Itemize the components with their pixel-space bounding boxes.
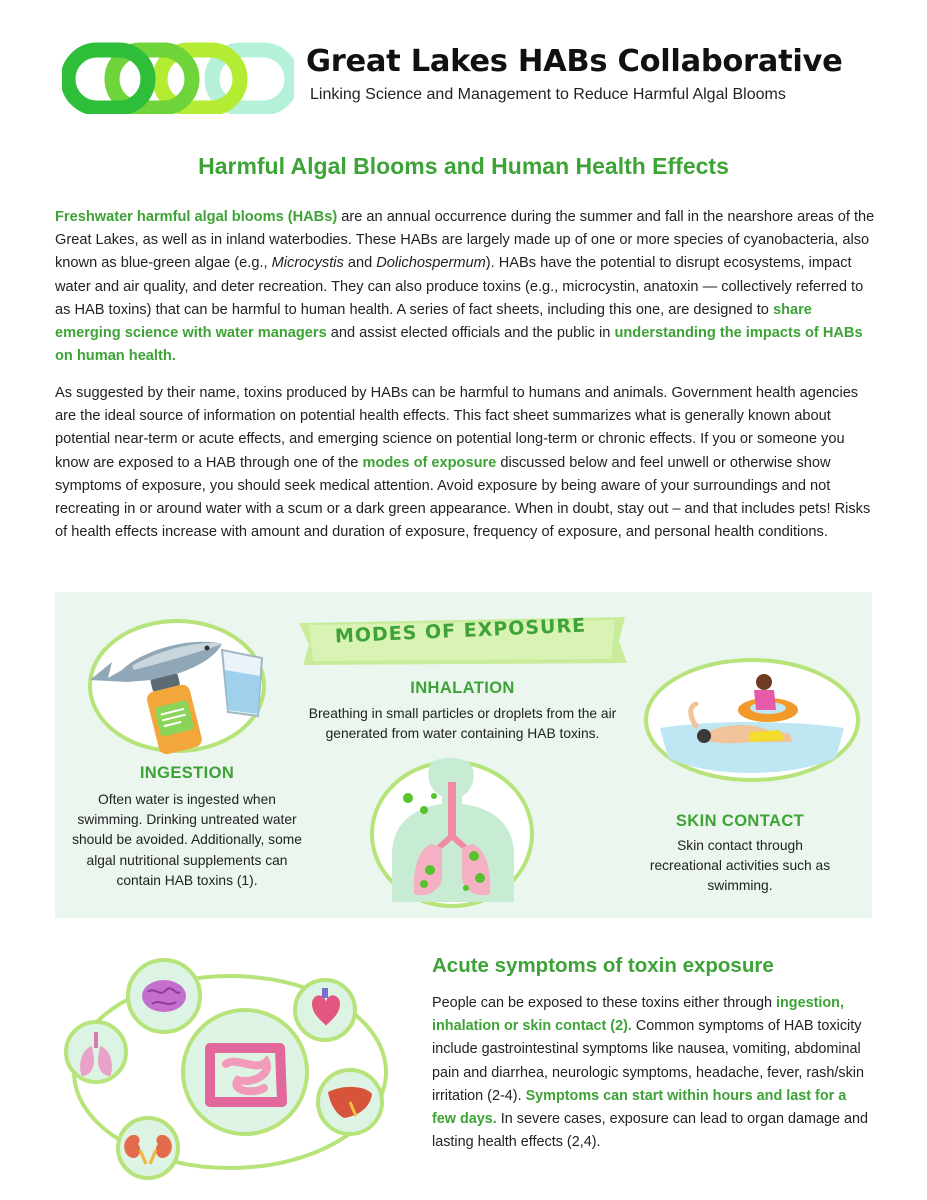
- glass-icon: [222, 650, 262, 716]
- health-text-2: discussed below and feel unwell or otherwise show symptoms of exposure, you should seek medical attention. Avoid exposure by being aware of your surroundings and not recreating in or around water with a scum or a dark green appearance. When in doubt, stay out – and that includes pets! Risks of health effects increase with amount and duration of exposure, frequency of exposure, and personal health conditions.: [55, 454, 871, 541]
- modes-link-text: modes of exposure: [362, 454, 497, 471]
- skin-contact-title: SKIN CONTACT: [675, 812, 805, 830]
- acute-text-1: People can be exposed to these toxins either through: [432, 995, 777, 1011]
- health-paragraph: [55, 382, 875, 544]
- org-name: Great Lakes HABs Collaborative: [306, 44, 843, 79]
- modes-banner-title: MODES OF EXPOSURE: [334, 614, 587, 648]
- org-tagline: Linking Science and Management to Reduce Harmful Algal Blooms: [310, 86, 786, 103]
- intro-text-1: are an annual occurrence during the summer and fall in the nearshore areas of the Great Lakes, as well as in inland waterbodies. These HABs are largely made up of one or more species of cyanobacteria, also known as blue-green algae (e.g.,: [55, 209, 875, 272]
- intro-paragraph: [55, 206, 875, 368]
- page-title: Harmful Algal Blooms and Human Health Effects: [198, 153, 729, 179]
- brain-icon: [142, 980, 186, 1012]
- intro-highlight-2: understanding the impacts of HABs on human health.: [55, 325, 863, 365]
- intro-text-3: and assist elected officials and the public in: [326, 325, 615, 342]
- swimming-illustration-icon: [640, 654, 868, 786]
- inhalation-text: Breathing in small particles or droplets from the air generated from water containing HAB toxins.: [308, 706, 617, 742]
- acute-symptoms-text: [432, 992, 872, 1154]
- organs-illustration-icon: [60, 952, 400, 1190]
- inhalation-title: INHALATION: [410, 679, 515, 697]
- species-microcystis: Microcystis: [271, 255, 344, 272]
- ingestion-illustration-icon: [72, 608, 282, 758]
- intro-lead: Freshwater harmful algal blooms (HABs): [55, 209, 338, 225]
- acute-highlight-1: ingestion, inhalation or skin contact (2).: [432, 995, 844, 1035]
- acute-highlight-2: Symptoms can start within hours and last for a few days.: [432, 1087, 847, 1128]
- ingestion-text: Often water is ingested when swimming. Drinking untreated water should be avoided. Additionally, some algal nutritional supplements can contain HAB toxins (1).: [72, 792, 302, 888]
- intro-highlight-1: share emerging science with water managers: [55, 301, 812, 342]
- acute-symptoms-title: Acute symptoms of toxin exposure: [432, 954, 774, 977]
- acute-text-2: Common symptoms of HAB toxicity include gastrointestinal symptoms like nausea, vomiting, abdominal pain and diarrhea, neurologic symptoms, headache, fever, rash/skin irritation (2-4).: [432, 1018, 864, 1104]
- health-text-1: As suggested by their name, toxins produced by HABs can be harmful to humans and animals. Government health agencies are the ideal source of information on potential health effects. This fact sheet summarizes what is generally known about potential near-term or acute effects, and emerging science on potential long-term or chronic effects. If you or someone you know are exposed to a HAB through one of the: [55, 385, 859, 471]
- species-dolichospermum: Dolichospermum: [376, 255, 486, 272]
- ingestion-title: INGESTION: [139, 764, 235, 782]
- chain-links-icon: [62, 40, 294, 114]
- intro-text-2: ). HABs have the potential to disrupt ecosystems, impact water and air quality, and deter recreation. They can also produce toxins (e.g., microcystin, anatoxin — collectively referred to as HAB toxins) that can be harmful to human health. A series of fact sheets, including this one, are designed to: [55, 255, 864, 318]
- skin-contact-text: Skin contact through recreational activities such as swimming.: [649, 838, 831, 894]
- acute-text-3: In severe cases, exposure can lead to organ damage and lasting health effects (2,4).: [432, 1111, 868, 1151]
- lungs-illustration-icon: [362, 752, 542, 912]
- intro-and: and: [343, 255, 377, 272]
